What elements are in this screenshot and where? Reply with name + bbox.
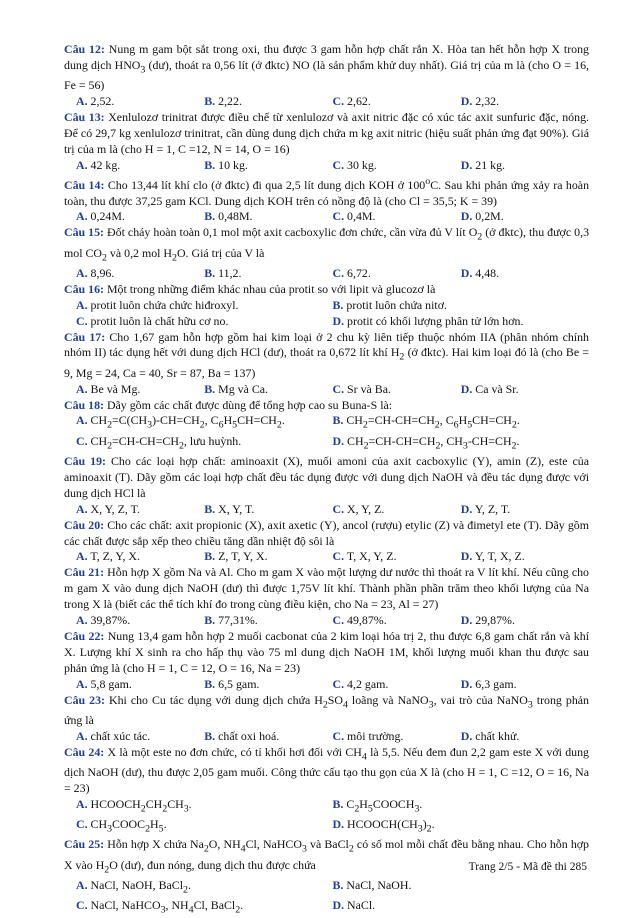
option-label: A. [76,209,88,224]
answer-option-d [333,817,590,837]
option-text: 29,87%. [472,613,515,628]
question-20 [64,518,589,566]
option-text: 2,22. [215,94,242,109]
answer-row [64,413,589,433]
option-label: B. [332,297,344,312]
question-label: Câu 18: [64,397,104,412]
option-text: chất oxi hoá. [215,728,280,743]
option-label: C. [332,381,345,396]
option-text: 2,32. [472,94,500,109]
question-label: Câu 24: [64,744,105,759]
answer-option-a [76,158,204,174]
option-text: NaCl. [344,898,376,913]
question-label: Câu 14: [64,177,105,192]
answer-option-b [204,729,332,745]
option-text: protit luôn chứa chức hiđroxyl. [87,297,239,312]
question-text [64,110,589,158]
question-text [64,282,589,298]
question-body: Dãy gồm các chất được dùng để tổng hợp cao su Buna-S là: [103,397,393,412]
answer-option-c [333,502,461,518]
answer-row [64,314,589,330]
option-text: X, Y, Z, T. [87,501,140,516]
option-label: C. [332,157,345,172]
option-label: D. [332,898,345,913]
option-text: X, Y, T. [215,501,255,516]
answer-row [64,549,589,565]
option-text: 2,62. [344,94,371,109]
answer-option-a [76,209,204,225]
option-label: D. [460,209,473,224]
option-label: A. [76,501,88,516]
answer-option-d [461,729,589,745]
answer-row [64,729,589,745]
question-text [64,454,589,502]
answer-option-c [333,729,461,745]
page-footer: Trang 2/5 - Mã đề thi 285 [468,861,587,873]
question-label: Câu 15: [64,225,105,240]
option-text: T, Z, Y, X. [87,549,140,564]
option-label: B. [204,549,216,564]
option-label: A. [76,265,88,280]
question-24 [64,745,589,838]
question-label: Câu 20: [64,517,105,532]
question-body: Hỗn hợp X gồm Na và Al. Cho m gam X vào một lượng dư nước thì thoát ra V lít khí. Nếu cũng cho m gam X vào dung dịch NaOH (dư) thì được 1,75V lít khí. Thành phần phần trăm theo khối lượng của Na trong X là (biết các thể tích khí đo trong cùng điều kiện, cho Na = 23, Al = 27) [64,565,590,612]
option-label: A. [76,157,88,172]
option-text: 11,2. [215,265,242,280]
answer-option-c [333,209,461,225]
option-text: $CH_3COOC_2H_5$. [87,817,167,835]
option-label: D. [460,94,473,109]
question-label: Câu 22: [64,628,105,643]
question-body: Xenlulozơ trinitrat được điều chế từ xenlulozơ và axit nitric đặc có xúc tác axit sunfuric đặc, nóng. Để có 29,7 kg xenlulozơ trinitrat, cần dùng dung dịch chứa m kg axit nitric (hiệu suất phản ứng đạt 90%). Giá trị của m là (cho H = 1, C =12, N = 14, O = 16) [64,110,589,156]
option-label: D. [460,728,473,743]
option-label: D. [332,433,345,448]
answer-option-c [333,94,461,110]
option-text: 39,87%. [87,613,131,628]
option-text: chất xúc tác. [87,728,151,743]
option-text: 0,2M. [472,209,504,224]
option-text: $HCOOCH(CH_3)_2$. [344,817,435,835]
answer-option-a [76,613,204,629]
option-label: D. [460,613,473,628]
option-text: Y, T, X, Z. [472,549,525,564]
option-label: A. [76,549,88,564]
option-text: X, Y, Z. [344,501,385,516]
option-text: 4,2 gam. [344,676,389,691]
answer-option-d [333,434,590,454]
option-text: 49,87%. [344,613,387,628]
question-body: Một trong những điểm khác nhau của protit so với lipit và glucozơ là [103,281,436,296]
answer-row [64,878,589,898]
answer-option-a [76,298,333,314]
option-text: Be và Mg. [87,381,141,396]
option-label: C. [332,94,345,109]
answer-option-c [76,434,333,454]
option-label: A. [76,676,88,691]
question-body: Nung m gam bột sắt trong oxi, thu được 3 gam hỗn hợp chất rắn X. Hòa tan hết hỗn hợp X trong dung dịch $HNO_3$ (dư), thoát ra 0,56 lít (ở đktc) NO (là sản phẩm khử duy nhất). Giá trị của m là (cho O = 16, Fe = 56) [64,42,589,93]
option-label: B. [204,676,216,691]
answer-option-a [76,502,204,518]
option-label: B. [204,265,216,280]
answer-row [64,797,589,817]
question-label: Câu 13: [64,110,105,124]
answer-option-b [204,382,332,398]
question-text [64,518,589,550]
answer-row [64,817,589,837]
question-text [64,330,589,382]
answer-option-d [461,382,589,398]
option-label: A. [76,728,88,743]
question-16 [64,282,589,330]
answer-option-b [204,502,332,518]
question-label: Câu 23: [64,692,105,707]
option-text: 6,5 gam. [215,676,260,691]
question-body: Đốt cháy hoàn toàn 0,1 mol một axit cacboxylic đơn chức, cần vừa đủ V lít $O_2$ (ở đktc), thu được 0,3 mol $CO_2$ và 0,2 mol $H_2O$. Giá trị của V là [64,225,590,263]
option-text: 6,72. [344,265,371,280]
option-text: 4,48. [472,265,500,280]
option-label: B. [204,157,216,172]
answer-row [64,502,589,518]
option-label: C. [332,209,345,224]
question-21 [64,565,589,629]
question-text [64,565,589,613]
option-label: A. [76,796,88,811]
question-label: Câu 21: [64,565,105,580]
option-text: 5,8 gam. [87,676,132,691]
answer-row [64,382,589,398]
option-text: $CH_2=CH-CH=CH_2$, lưu huỳnh. [87,433,242,452]
option-text: Y, Z, T. [472,501,511,516]
option-text: $CH_2=CH-CH=CH_2$, $CH_3-CH=CH_2$. [344,433,520,452]
answer-option-c [333,677,461,693]
option-label: C. [76,898,88,913]
answer-option-c [333,266,461,282]
answer-option-b [204,549,332,565]
option-label: A. [76,297,88,312]
option-label: C. [332,728,345,743]
option-text: NaCl, NaOH, BaCl$_2$. [87,877,191,896]
option-label: D. [460,265,473,280]
option-label: A. [76,413,88,428]
question-list [64,42,589,918]
answer-option-d [461,549,589,565]
question-15 [64,225,589,281]
option-label: D. [460,501,473,516]
option-label: B. [332,877,344,892]
answer-option-c [76,817,333,837]
answer-option-a [76,382,204,398]
question-label: Câu 12: [64,42,105,56]
option-text: Sr và Ba. [344,381,391,396]
answer-row [64,266,589,282]
option-text: 6,3 gam. [472,676,517,691]
option-text: 0,24M. [87,209,125,224]
answer-option-a [76,878,333,898]
question-body: Hỗn hợp X chứa $Na_2O$, $NH_4Cl$, NaHCO$_3$ và BaCl$_2$ có số mol mỗi chất đều bằng nhau. Cho hỗn hợp X vào $H_2O$ (dư), đun nóng, dung dịch thu được chứa [64,837,590,875]
option-label: A. [76,381,88,396]
answer-option-b [333,298,590,314]
option-label: B. [332,413,344,428]
answer-option-d [461,94,589,110]
question-body: X là một este no đơn chức, có tỉ khối hơi đối với $CH_4$ là 5,5. Nếu đem đun 2,2 gam este X với dung dịch NaOH (dư), thu được 2,05 gam muối. Công thức cấu tạo thu gọn của X là (cho H = 1, C =12, O = 16, Na = 23) [64,744,590,795]
option-text: Mg và Ca. [215,381,268,396]
question-label: Câu 16: [64,281,104,296]
question-22 [64,629,589,693]
option-text: 0,4M. [344,209,376,224]
option-label: D. [460,676,473,691]
answer-option-b [204,613,332,629]
option-text: Ca và Sr. [472,381,519,396]
question-body: Cho 1,67 gam hỗn hợp gồm hai kim loại ở 2 chu kỳ liên tiếp thuộc nhóm IIA (phân nhóm chính nhóm II) tác dụng hết với dung dịch HCl (dư), thoát ra 0,672 lít khí $H_2$ (ở đktc). Hai kim loại đó là (cho Be = 9, Mg = 24, Ca = 40, Sr = 87, Ba = 137) [64,329,590,380]
option-text: NaCl, NaHCO$_3$, $NH_4Cl$, BaCl$_2$. [87,898,244,916]
answer-option-a [76,413,333,433]
answer-option-c [333,158,461,174]
answer-row [64,94,589,110]
option-text: 10 kg. [215,157,248,172]
option-label: C. [332,613,345,628]
option-label: C. [332,265,345,280]
question-label: Câu 19: [64,453,106,468]
question-23 [64,693,589,745]
question-text [64,693,589,729]
answer-row [64,613,589,629]
answer-option-a [76,797,333,817]
exam-page [64,42,589,918]
option-text: $HCOOCH_2CH_2CH_3$. [87,796,192,815]
option-label: B. [204,728,216,743]
option-label: D. [332,817,345,832]
question-body: Cho các loại hợp chất: aminoaxit (X), muối amoni của axit cacboxylic (Y), amin (Z), este của aminoaxit (T). Dãy gồm các loại hợp chất đều tác dụng được với dung dịch NaOH và đều tác dụng được với dung dịch HCl là [64,453,590,500]
answer-row [64,158,589,174]
answer-row [64,434,589,454]
option-text: $CH_2=CH-CH=CH_2$, $C_6H_5CH=CH_2$. [343,413,520,431]
answer-option-d [461,677,589,693]
question-body: Nung 13,4 gam hỗn hợp 2 muối cacbonat của 2 kim loại hóa trị 2, thu được 6,8 gam chất rắn và khí X. Lượng khí X sinh ra cho hấp thụ vào 75 ml dung dịch NaOH 1M, khối lượng muối khan thu được sau phản ứng là (cho H = 1, C = 12, O = 16, Na = 23) [64,628,589,675]
answer-option-b [204,94,332,110]
answer-option-a [76,729,204,745]
question-body: Khi cho Cu tác dụng với dung dịch chứa $H_2SO_4$ loãng và NaNO$_3$, vai trò của NaNO$_3$ trong phản ứng là [64,692,589,727]
answer-option-a [76,266,204,282]
answer-option-a [76,94,204,110]
question-19 [64,454,589,518]
option-text: T, X, Y, Z. [344,549,397,564]
question-13 [64,110,589,174]
option-label: B. [332,796,344,811]
question-text [64,629,589,677]
answer-option-c [333,382,461,398]
option-text: protit luôn chứa nitơ. [343,297,447,312]
option-label: C. [76,817,88,832]
option-label: D. [460,549,473,564]
answer-option-d [461,209,589,225]
question-label: Câu 25: [64,837,105,852]
question-text [64,398,589,414]
answer-option-b [333,413,590,433]
option-text: protit có khối lượng phân tử lớn hơn. [344,313,524,328]
option-text: 2,52. [87,94,115,109]
answer-option-b [204,209,332,225]
option-label: C. [332,501,345,516]
question-label: Câu 17: [64,329,106,344]
option-label: C. [332,676,345,691]
answer-option-b [204,158,332,174]
answer-option-d [461,613,589,629]
option-text: Z, T, Y, X. [215,549,268,564]
answer-option-d [461,158,589,174]
option-label: D. [460,381,473,396]
answer-option-b [333,878,590,898]
option-text: protit luôn là chất hữu cơ no. [87,313,229,328]
question-25 [64,837,589,918]
answer-option-b [204,677,332,693]
option-text: 77,31%. [215,613,258,628]
option-text: 30 kg. [344,157,377,172]
answer-option-d [461,502,589,518]
answer-option-a [76,677,204,693]
answer-row [64,677,589,693]
question-body: Cho 13,44 lít khí clo (ở đktc) đi qua 2,5 lít dung dịch KOH ở 100$^o$C. Sau khi phản ứng xảy ra hoàn toàn, thu được 37,25 gam KCl. Dung dịch KOH trên có nồng độ là (cho Cl = 35,5; K = 39) [64,175,590,208]
question-12 [64,42,589,110]
option-label: C. [76,313,88,328]
question-text [64,42,589,94]
answer-option-c [76,314,333,330]
option-text: 42 kg. [87,157,121,172]
answer-option-c [333,549,461,565]
answer-row [64,898,589,918]
option-text: 8,96. [87,265,115,280]
option-text: 21 kg. [472,157,506,172]
answer-option-d [333,314,590,330]
option-label: A. [76,94,88,109]
option-label: C. [332,549,345,564]
option-text: chất khử. [472,728,520,743]
option-label: B. [204,501,216,516]
option-label: A. [76,613,88,628]
option-text: $C_2H_5COOCH_3$. [343,796,423,815]
option-label: B. [204,613,216,628]
question-17 [64,330,589,398]
question-text [64,745,589,797]
option-label: C. [76,433,88,448]
answer-option-a [76,549,204,565]
question-14 [64,174,589,226]
answer-option-c [76,898,333,918]
option-label: B. [204,209,216,224]
question-text [64,225,589,266]
option-label: A. [76,877,88,892]
answer-option-c [333,613,461,629]
question-text [64,174,589,210]
option-text: môi trường. [344,728,404,743]
option-text: 0,48M. [215,209,253,224]
answer-option-b [333,797,590,817]
option-label: B. [204,94,216,109]
answer-option-d [333,898,590,918]
option-label: D. [460,157,473,172]
option-label: B. [204,381,216,396]
option-text: NaCl, NaOH. [343,877,412,892]
answer-row [64,209,589,225]
option-label: D. [332,313,345,328]
option-text: $CH_2=C(CH_3)-CH=CH_2$, $C_6H_5CH=CH_2$. [87,413,285,431]
answer-option-b [204,266,332,282]
question-body: Cho các chất: axit propionic (X), axit axetic (Y), ancol (rượu) etylic (Z) và đimetyl ete (T). Dãy gồm các chất được sắp xếp theo chiều tăng dần nhiệt độ sôi là [64,517,589,548]
question-18 [64,398,589,454]
answer-option-d [461,266,589,282]
answer-row [64,298,589,314]
